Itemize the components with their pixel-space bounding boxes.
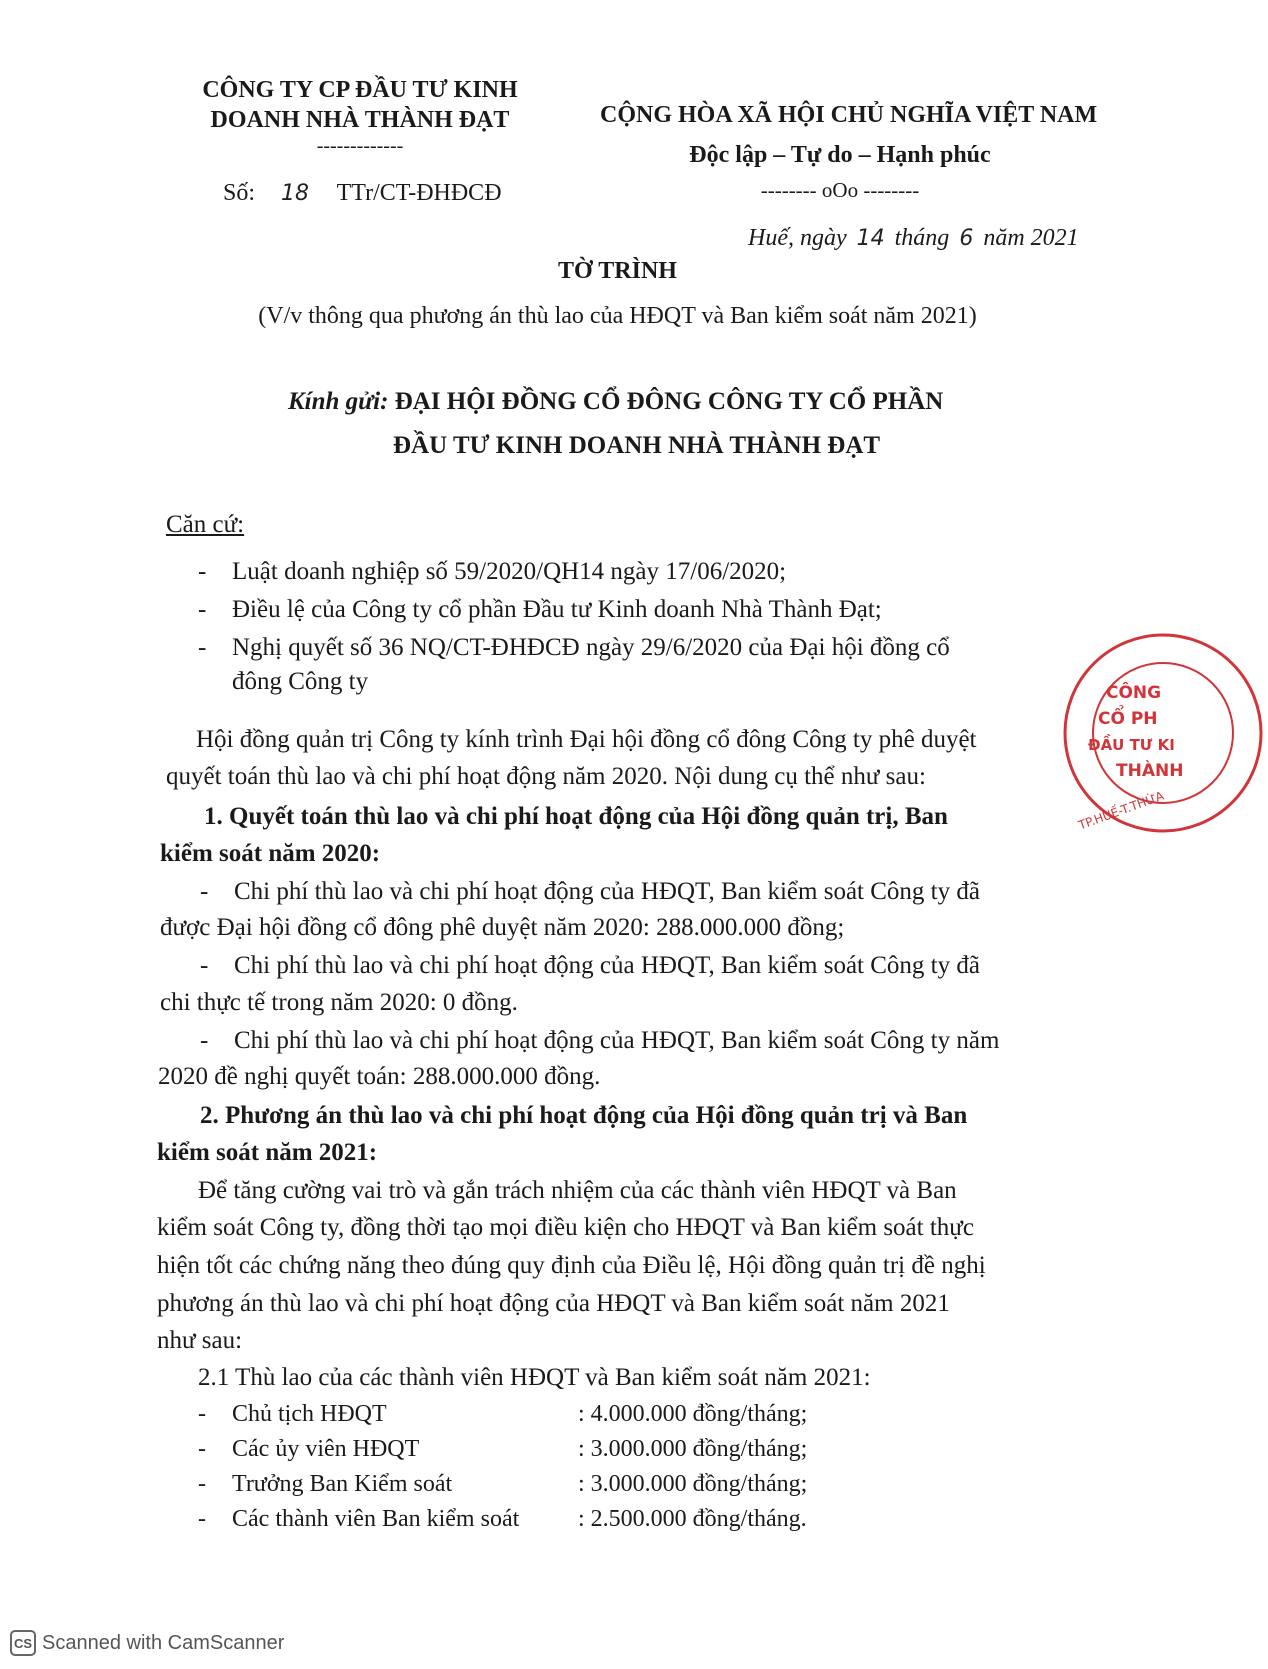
rate-amount: : 2.500.000 đồng/tháng.: [578, 1506, 807, 1532]
basis-item: - Luật doanh nghiệp số 59/2020/QH14 ngày 17/06/2020;: [198, 558, 787, 585]
basis-heading: Căn cứ:: [166, 511, 245, 538]
company-name: [150, 75, 570, 157]
intro-line1: Hội đồng quản trị Công ty kính trình Đại hội đồng cổ đông Công ty phê duyệt: [196, 726, 977, 753]
section1-item-continued: chi thực tế trong năm 2020: 0 đồng.: [160, 989, 518, 1016]
rate-role: Các ủy viên HĐQT: [232, 1436, 420, 1462]
rate-row: - Các ủy viên HĐQT : 3.000.000 đồng/tháng;: [198, 1436, 808, 1462]
section1-item-text: Chi phí thù lao và chi phí hoạt động của HĐQT, Ban kiểm soát Công ty đã: [234, 952, 980, 979]
section2-paragraph-line: Để tăng cường vai trò và gắn trách nhiệm của các thành viên HĐQT và Ban: [198, 1177, 957, 1204]
section2-heading-line1: 2. Phương án thù lao và chi phí hoạt động của Hội đồng quản trị và Ban: [200, 1102, 968, 1129]
section1-item-continued: 2020 đề nghị quyết toán: 288.000.000 đồng.: [158, 1063, 601, 1090]
rate-row: - Các thành viên Ban kiểm soát : 2.500.000 đồng/tháng.: [198, 1506, 807, 1532]
recipient-label: Kính gửi:: [288, 388, 389, 415]
rate-role: Trưởng Ban Kiểm soát: [232, 1471, 453, 1497]
seal-text: ĐẦU TƯ KI: [1088, 736, 1175, 754]
camscanner-logo-icon: CS: [10, 1630, 36, 1656]
seal-ring-text: TP.HUẾ-T.THỪA: [1076, 788, 1166, 833]
scanner-watermark: [10, 1630, 284, 1656]
section1-heading-line1: 1. Quyết toán thù lao và chi phí hoạt động của Hội đồng quản trị, Ban: [204, 803, 948, 830]
date-year-label: năm 2021: [983, 225, 1079, 251]
section1-item: - Chi phí thù lao và chi phí hoạt động của HĐQT, Ban kiểm soát Công ty đã: [200, 878, 980, 905]
rate-row: - Trưởng Ban Kiểm soát : 3.000.000 đồng/tháng;: [198, 1471, 808, 1497]
rate-role: Chủ tịch HĐQT: [232, 1401, 387, 1427]
seal-text: CỔ PH: [1098, 709, 1158, 729]
company-seal: [1058, 628, 1268, 838]
recipient-name-line2: ĐẦU TƯ KINH DOANH NHÀ THÀNH ĐẠT: [393, 432, 881, 459]
company-rule: -------------: [316, 135, 404, 157]
rate-amount: : 3.000.000 đồng/tháng;: [578, 1471, 808, 1497]
seal-text: THÀNH: [1116, 761, 1184, 781]
basis-item-text: Luật doanh nghiệp số 59/2020/QH14 ngày 17/06/2020;: [232, 558, 787, 585]
number-value: 18: [281, 181, 310, 206]
document-number: [223, 180, 502, 207]
date-day: 14: [856, 226, 885, 251]
document-subject: (V/v thông qua phương án thù lao của HĐQT và Ban kiểm soát năm 2021): [258, 303, 977, 329]
basis-item-text: Nghị quyết số 36 NQ/CT-ĐHĐCĐ ngày 29/6/2020 của Đại hội đồng cổ: [232, 634, 950, 661]
recipient-line1: [288, 388, 943, 416]
basis-item: - Nghị quyết số 36 NQ/CT-ĐHĐCĐ ngày 29/6/2020 của Đại hội đồng cổ: [198, 634, 950, 661]
basis-item: - Điều lệ của Công ty cổ phần Đầu tư Kinh doanh Nhà Thành Đạt;: [198, 596, 882, 623]
recipient-name-line1: ĐẠI HỘI ĐỒNG CỔ ĐÔNG CÔNG TY CỔ PHẦN: [394, 388, 944, 415]
section2-subheading: 2.1 Thù lao của các thành viên HĐQT và Ban kiểm soát năm 2021:: [198, 1364, 871, 1391]
section2-paragraph-line: kiểm soát Công ty, đồng thời tạo mọi điều kiện cho HĐQT và Ban kiểm soát thực: [157, 1214, 974, 1241]
seal-text: CÔNG: [1106, 683, 1162, 703]
company-name-line2: DOANH NHÀ THÀNH ĐẠT: [210, 107, 510, 133]
number-code: TTr/CT-ĐHĐCĐ: [336, 180, 502, 206]
company-name-line1: CÔNG TY CP ĐẦU TƯ KINH: [202, 77, 518, 103]
rate-amount: : 3.000.000 đồng/tháng;: [578, 1436, 808, 1462]
scanner-watermark-text: Scanned with CamScanner: [42, 1631, 285, 1654]
section1-item-text: Chi phí thù lao và chi phí hoạt động của HĐQT, Ban kiểm soát Công ty năm: [234, 1027, 1000, 1054]
basis-item-text: Điều lệ của Công ty cổ phần Đầu tư Kinh doanh Nhà Thành Đạt;: [232, 596, 882, 623]
section1-item: - Chi phí thù lao và chi phí hoạt động của HĐQT, Ban kiểm soát Công ty đã: [200, 952, 980, 979]
nation-line1: CỘNG HÒA XÃ HỘI CHỦ NGHĨA VIỆT NAM: [600, 102, 1098, 128]
basis-item-continued: đông Công ty: [232, 668, 369, 695]
rate-row: - Chủ tịch HĐQT : 4.000.000 đồng/tháng;: [198, 1401, 808, 1427]
section2-heading-line2: kiểm soát năm 2021:: [157, 1139, 378, 1166]
document-title: TỜ TRÌNH: [558, 258, 677, 284]
date-prefix: Huế, ngày: [748, 225, 847, 251]
section2-paragraph-line: như sau:: [157, 1327, 243, 1354]
national-motto: [600, 95, 1098, 205]
section2-paragraph-line: hiện tốt các chứng năng theo đúng quy định của Điều lệ, Hội đồng quản trị đề nghị: [157, 1252, 986, 1279]
rate-role: Các thành viên Ban kiểm soát: [232, 1506, 520, 1532]
section2-paragraph-line: phương án thù lao và chi phí hoạt động của HĐQT và Ban kiểm soát năm 2021: [157, 1290, 950, 1317]
section1-item-text: Chi phí thù lao và chi phí hoạt động của HĐQT, Ban kiểm soát Công ty đã: [234, 878, 980, 905]
section1-item-continued: được Đại hội đồng cổ đông phê duyệt năm 2020: 288.000.000 đồng;: [160, 914, 845, 941]
intro-line2: quyết toán thù lao và chi phí hoạt động năm 2020. Nội dung cụ thể như sau:: [166, 763, 926, 790]
rate-amount: : 4.000.000 đồng/tháng;: [578, 1401, 808, 1427]
number-label: Số:: [223, 180, 256, 206]
date-month: 6: [959, 226, 974, 251]
section1-item: - Chi phí thù lao và chi phí hoạt động của HĐQT, Ban kiểm soát Công ty năm: [200, 1027, 1000, 1054]
date-month-label: tháng: [894, 225, 950, 251]
nation-line2: Độc lập – Tự do – Hạnh phúc: [689, 142, 991, 168]
section1-heading-line2: kiểm soát năm 2020:: [160, 840, 381, 867]
nation-rule: -------- oOo --------: [760, 178, 920, 202]
document-date: [748, 225, 1079, 252]
